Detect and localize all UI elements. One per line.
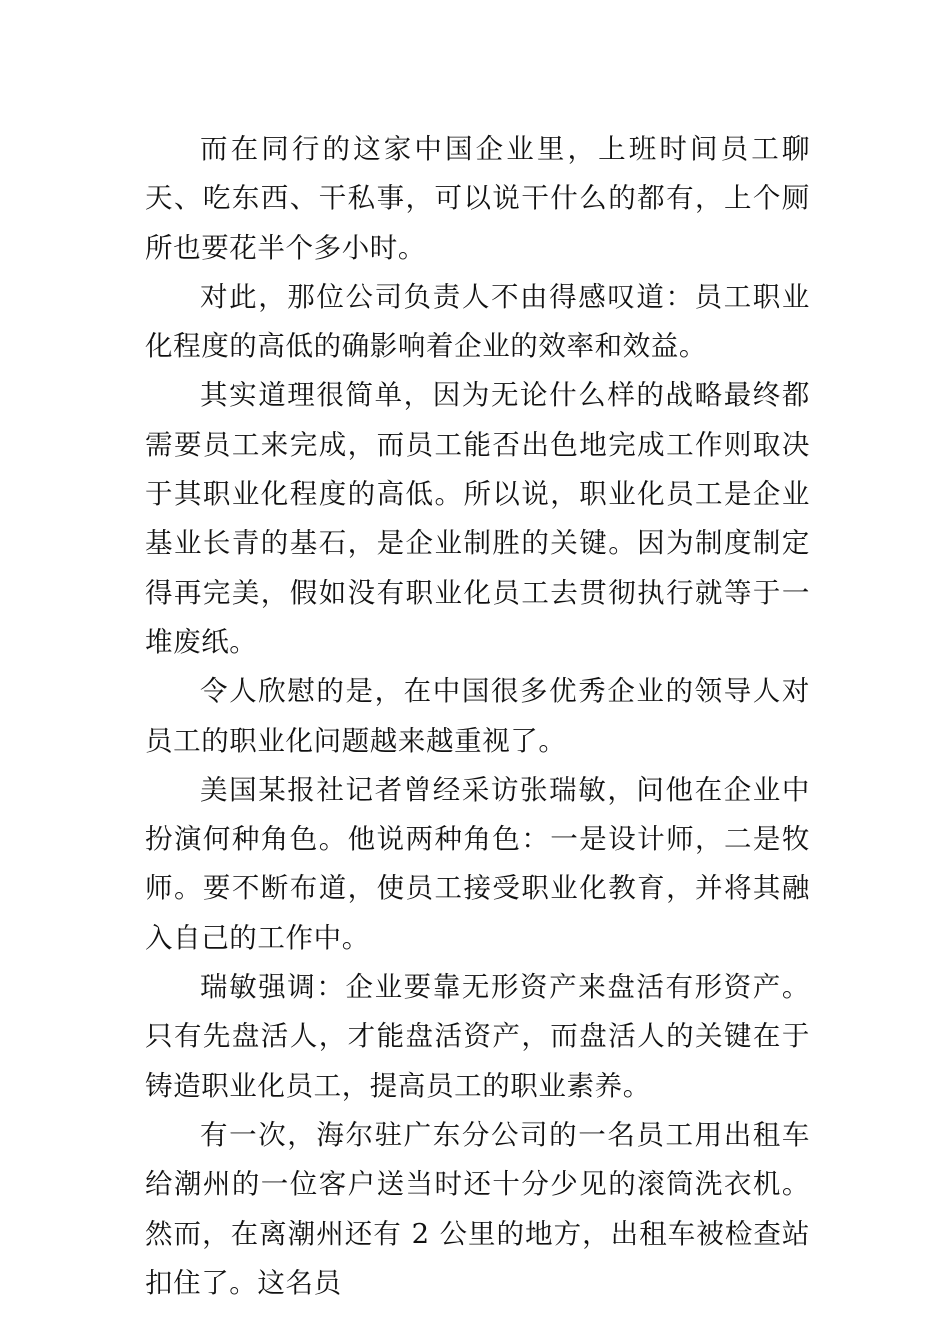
paragraph: 对此，那位公司负责人不由得感叹道：员工职业化程度的高低的确影响着企业的效率和效益。 — [145, 280, 810, 363]
paragraph: 其实道理很简单，因为无论什么样的战略最终都需要员工来完成，而员工能否出色地完成工作则取决于其职业化程度的高低。所以说，职业化员工是企业基业长青的基石，是企业制胜的关键。因为制度制定得再完美，假如没有职业化员工去贯彻执行就等于一堆废纸。 — [145, 379, 810, 658]
paragraph: 美国某报社记者曾经采访张瑞敏，问他在企业中扮演何种角色。他说两种角色：一是设计师，二是牧师。要不断布道，使员工接受职业化教育，并将其融入自己的工作中。 — [145, 773, 810, 954]
paragraph: 令人欣慰的是，在中国很多优秀企业的领导人对员工的职业化问题越来越重视了。 — [145, 675, 810, 757]
paragraph: 有一次，海尔驻广东分公司的一名员工用出租车给潮州的一位客户送当时还十分少见的滚筒洗衣机。然而，在离潮州还有 2 公里的地方，出租车被检查站扣住了。这名员 — [145, 1118, 810, 1299]
paragraph: 瑞敏强调：企业要靠无形资产来盘活有形资产。只有先盘活人，才能盘活资产，而盘活人的关键在于铸造职业化员工，提高员工的职业素养。 — [145, 971, 810, 1102]
document-body — [145, 125, 810, 1308]
paragraph: 而在同行的这家中国企业里，上班时间员工聊天、吃东西、干私事，可以说干什么的都有，上个厕所也要花半个多小时。 — [145, 133, 810, 264]
